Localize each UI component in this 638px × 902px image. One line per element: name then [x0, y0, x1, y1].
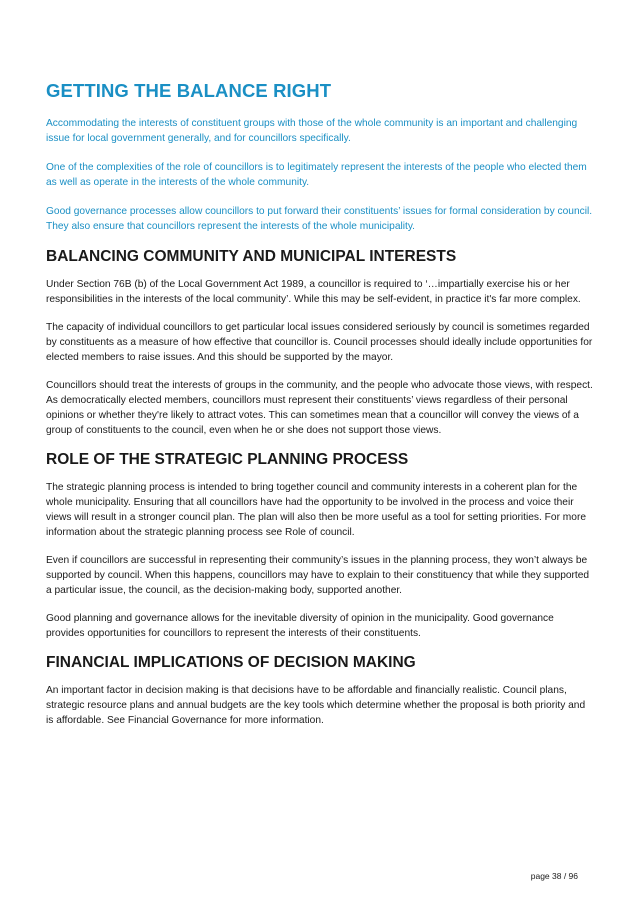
body-paragraph: The strategic planning process is intended to bring together council and community interests in a coherent plan for the whole municipality. Ensuring that all councillors have had the opportunity to be involved in the process and voice their views will result in a stronger council plan. The plan will also then be more useful as a tool for setting priorities. For more information about the strategic planning process see Role of council. [46, 482, 586, 538]
section-title-strategic-planning: ROLE OF THE STRATEGIC PLANNING PROCESS [46, 451, 409, 468]
section-title-balancing-interests: BALANCING COMMUNITY AND MUNICIPAL INTERESTS [46, 248, 457, 265]
body-paragraph: Even if councillors are successful in representing their community’s issues in the planning process, they won’t always be supported by council. When this happens, councillors may have to explain to their constituency that while they supported a particular issue, the council, as the decision-making body, supported another. [46, 555, 590, 596]
page-number: page 38 / 96 [530, 871, 578, 881]
body-paragraph: An important factor in decision making is that decisions have to be affordable and financially realistic. Council plans, strategic resource plans and annual budgets are the key tools which determine whether the proposal is both priority and is affordable. See Financial Governance for more information. [46, 685, 586, 726]
intro-paragraph: Accommodating the interests of constituent groups with those of the whole community is an important and challenging issue for local government generally, and for councillors specifically. [46, 118, 578, 144]
body-paragraph: Good planning and governance allows for the inevitable diversity of opinion in the municipality. Good governance provides opportunities for councillors to represent the interests of their constituents. [46, 613, 554, 639]
intro-paragraph: One of the complexities of the role of councillors is to legitimately represent the interests of the people who elected them as well as operate in the interests of the whole community. [46, 162, 587, 188]
intro-title: GETTING THE BALANCE RIGHT [46, 80, 332, 101]
body-paragraph: The capacity of individual councillors to get particular local issues considered seriously by council is sometimes regarded by constituents as a measure of how effective that councillor is. Council processes should ideally include opportunities for elected members to raise issues. And this should be supported by the mayor. [46, 322, 593, 363]
body-paragraph: Councillors should treat the interests of groups in the community, and the people who advocate those views, with respect. As democratically elected members, councillors must represent their constituents’ views regardless of their personal opinions or whether they're likely to attract votes. This can sometimes mean that a councillor will convey the views of a group of constituents to the council, even when he or she does not support those views. [46, 380, 593, 436]
intro-paragraph: Good governance processes allow councillors to put forward their constituents’ issues for formal consideration by council. They also ensure that councillors represent the interests of the whole municipality. [46, 206, 593, 232]
page-content [46, 80, 594, 741]
section-title-financial-implications: FINANCIAL IMPLICATIONS OF DECISION MAKING [46, 654, 416, 671]
body-paragraph: Under Section 76B (b) of the Local Government Act 1989, a councillor is required to ‘…impartially exercise his or her responsibilities in the interests of the local community’. While this may be self-evident, in practice it's far more complex. [46, 279, 581, 305]
